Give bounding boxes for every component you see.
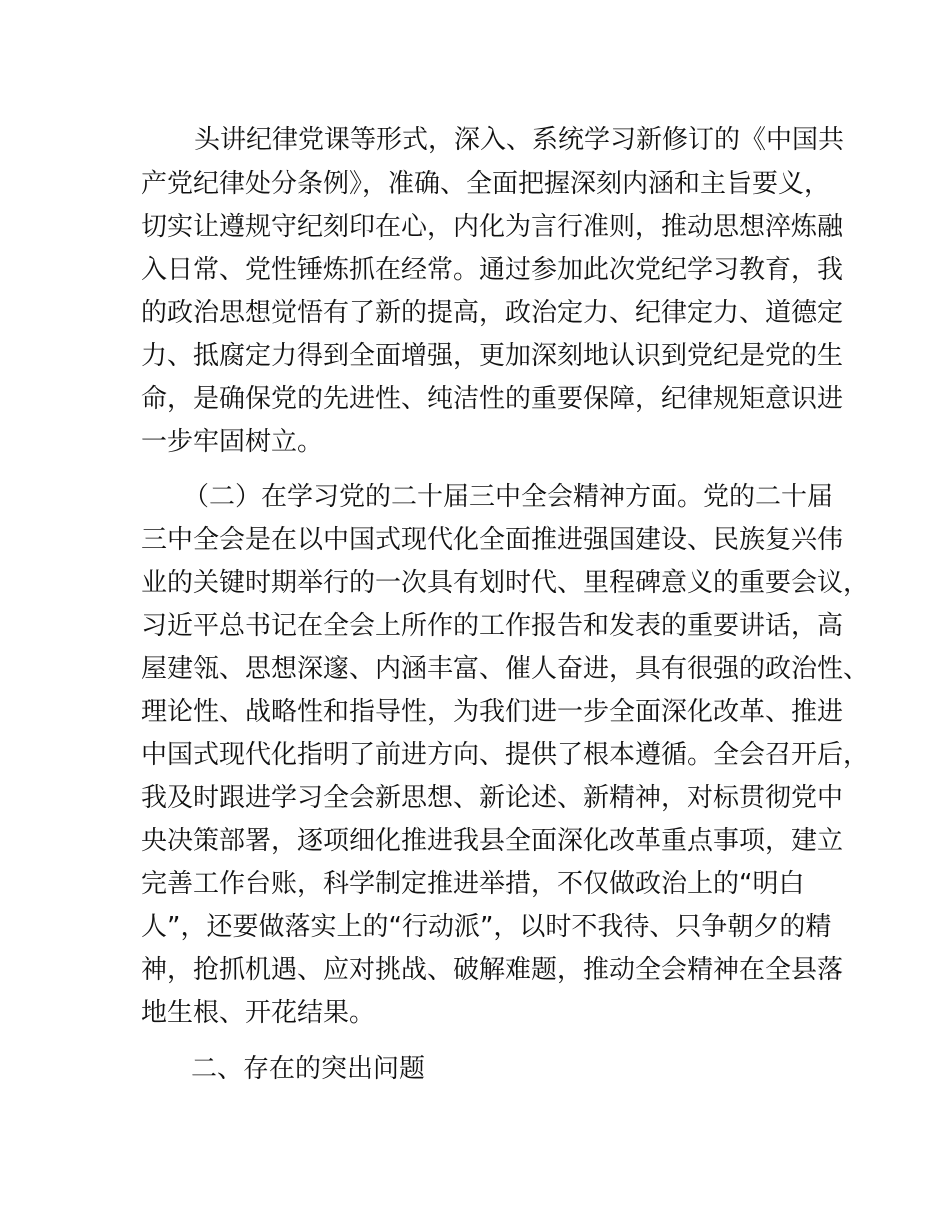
paragraph-line: 入日常、党性锤炼抓在经常。通过参加此次党纪学习教育，我 <box>141 255 844 285</box>
paragraph-line: 完善工作台账，科学制定推进举措，不仅做政治上的“明白 <box>141 869 805 899</box>
paragraph-line: 屋建瓴、思想深邃、内涵丰富、催人奋进，具有很强的政治性、 <box>141 654 870 684</box>
paragraph-line: 人”，还要做落实上的“行动派”，以时不我待、只争朝夕的精 <box>141 912 832 942</box>
paragraph-line: 央决策部署，逐项细化推进我县全面深化改革重点事项，建立 <box>141 826 844 856</box>
paragraph-line: 命，是确保党的先进性、纯洁性的重要保障，纪律规矩意识进 <box>141 384 844 414</box>
paragraph-line: 习近平总书记在全会上所作的工作报告和发表的重要讲话，高 <box>141 611 844 641</box>
paragraph-line: 三中全会是在以中国式现代化全面推进强国建设、民族复兴伟 <box>141 525 844 555</box>
paragraph-line: 理论性、战略性和指导性，为我们进一步全面深化改革、推进 <box>141 697 844 727</box>
paragraph-line: 的政治思想觉悟有了新的提高，政治定力、纪律定力、道德定 <box>141 298 844 328</box>
paragraph-line: 中国式现代化指明了前进方向、提供了根本遵循。全会召开后， <box>141 740 870 770</box>
paragraph-line: 地生根、开花结果。 <box>141 998 376 1028</box>
paragraph-line: 一步牢固树立。 <box>141 427 324 457</box>
paragraph-line: 力、抵腐定力得到全面增强，更加深刻地认识到党纪是党的生 <box>141 341 844 371</box>
paragraph-line: 切实让遵规守纪刻印在心，内化为言行准则，推动思想淬炼融 <box>141 212 844 242</box>
paragraph-line: 我及时跟进学习全会新思想、新论述、新精神，对标贯彻党中 <box>141 783 844 813</box>
section-heading: 二、存在的突出问题 <box>191 1054 426 1084</box>
paragraph-line: 神，抢抓机遇、应对挑战、破解难题，推动全会精神在全县落 <box>141 955 844 985</box>
paragraph-line: 产党纪律处分条例》，准确、全面把握深刻内涵和主旨要义， <box>141 169 831 199</box>
paragraph-line: 头讲纪律党课等形式，深入、系统学习新修订的《中国共 <box>194 125 845 155</box>
section-heading-line: （二）在学习党的二十届三中全会精神方面。党的二十届 <box>183 482 834 512</box>
paragraph-line: 业的关键时期举行的一次具有划时代、里程碑意义的重要会议， <box>141 568 870 598</box>
